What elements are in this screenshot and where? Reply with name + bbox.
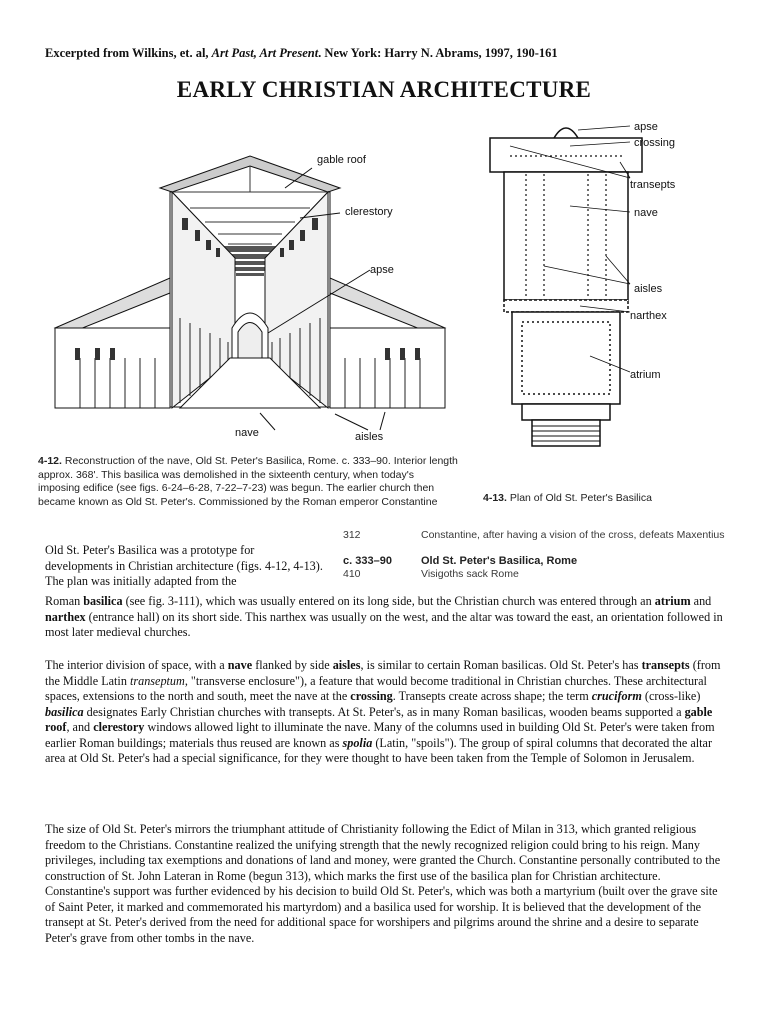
citation-prefix: Excerpted from Wilkins, et. al, <box>45 46 212 60</box>
caption-text: Reconstruction of the nave, Old St. Peter's Basilica, Rome. c. 333–90. Interior length approx. 368'. This basilica was demolished in the sixteenth century, when today's imposing edifice (see figs. 6-24–6-28, 7-22–7-23) was begun. The earlier church then became known as Old St. Peter's. Commissioned by the Roman emperor Constantine <box>38 455 458 508</box>
label-nave: nave <box>235 427 259 439</box>
timeline-event: Old St. Peter's Basilica, Rome <box>421 555 578 567</box>
plan-label-atrium: atrium <box>630 369 661 381</box>
plan-label-crossing: crossing <box>634 137 675 149</box>
timeline-event: Visigoths sack Rome <box>421 568 519 580</box>
label-apse: apse <box>370 264 394 276</box>
timeline-date: 312 <box>343 529 361 541</box>
label-clerestory: clerestory <box>345 206 393 218</box>
plan-label-transepts: transepts <box>630 179 676 191</box>
timeline-row <box>343 555 743 568</box>
plan-label-aisles: aisles <box>634 283 663 295</box>
basilica-cutaway-illustration <box>50 118 450 448</box>
paragraph-3: The size of Old St. Peter's mirrors the triumphant attitude of Christianity following the Edict of Milan in 313, which granted religious freedom to the Christians. Constantine realized the unifying strength that the newly recognized religion could bring to his reign. Many privileges, including tax exemptions and donations of land and money, were granted the Church. Constantine personally contributed to the construction of St. John Lateran in Rome (begun 313), which marks the first use of the basilica plan for Christian architecture. Constantine's support was further evidenced by his decision to build Old St. Peter's, which was both a martyrium (built over the grave site of Saint Peter, it marked and commemorated his martyrdom) and a basilica used for worship. It is believed that the development of the transept at St. Peter's derived from the need for additional space for worshipers and pilgrims around the shrine and a desire to separate Peter's grave from other tombs in the nave. <box>45 822 721 945</box>
paragraph-1-intro: Old St. Peter's Basilica was a prototype for developments in Christian architecture (figs. 4-12, 4-13). The plan was initially adapted from the <box>45 543 323 588</box>
timeline-row <box>343 568 743 581</box>
timeline-event: Constantine, after having a vision of the cross, defeats Maxentius <box>421 529 725 541</box>
paragraph-1: Roman basilica (see fig. 3-111), which was usually entered on its long side, but the Christian church was entered through an atrium and narthex (entrance hall) on its short side. This narthex was usually on the west, and the altar was toward the east, an orientation followed in most later medieval churches. <box>45 594 723 639</box>
timeline <box>343 529 743 581</box>
plan-label-nave: nave <box>634 207 658 219</box>
plan-label-narthex: narthex <box>630 310 667 322</box>
caption-number: 4-13. <box>483 492 507 504</box>
plan-label-apse: apse <box>634 121 658 133</box>
page-title: EARLY CHRISTIAN ARCHITECTURE <box>176 77 592 102</box>
caption-text: Plan of Old St. Peter's Basilica <box>509 492 652 504</box>
source-citation <box>45 46 745 61</box>
citation-book-title: Art Past, Art Present <box>211 46 319 60</box>
timeline-date: 410 <box>343 568 361 580</box>
timeline-date: c. 333–90 <box>343 555 392 567</box>
caption-number: 4-12. <box>38 455 62 467</box>
timeline-row <box>343 529 743 555</box>
figure-4-13-caption <box>483 492 652 504</box>
label-aisles: aisles <box>355 431 384 443</box>
paragraph-2: The interior division of space, with a nave flanked by side aisles, is similar to certain Roman basilicas. Old St. Peter's has transepts (from the Middle Latin transeptum, "transverse enclosure"), a feature that would become traditional in Christian churches. These architectural spaces, extensions to the north and south, meet the nave at the crossing. Transepts create across shape; the term cruciform (cross-like) basilica designates Early Christian churches with transepts. At St. Peter's, as in many Roman basilicas, wooden beams supported a gable roof, and clerestory windows allowed light to illuminate the nave. Many of the columns used in building Old St. Peter's were taken from earlier Roman buildings; materials thus reused are known as spolia (Latin, "spoils"). The group of spiral columns that decorated the altar area at Old St. Peter's had a special significance, for they were thought to have been taken from the Temple of Solomon in Jerusalem. <box>45 658 721 765</box>
figure-4-12-caption <box>38 455 458 509</box>
label-gable-roof: gable roof <box>317 154 366 166</box>
basilica-plan-diagram <box>480 116 720 488</box>
citation-suffix: . New York: Harry N. Abrams, 1997, 190-161 <box>318 46 558 60</box>
